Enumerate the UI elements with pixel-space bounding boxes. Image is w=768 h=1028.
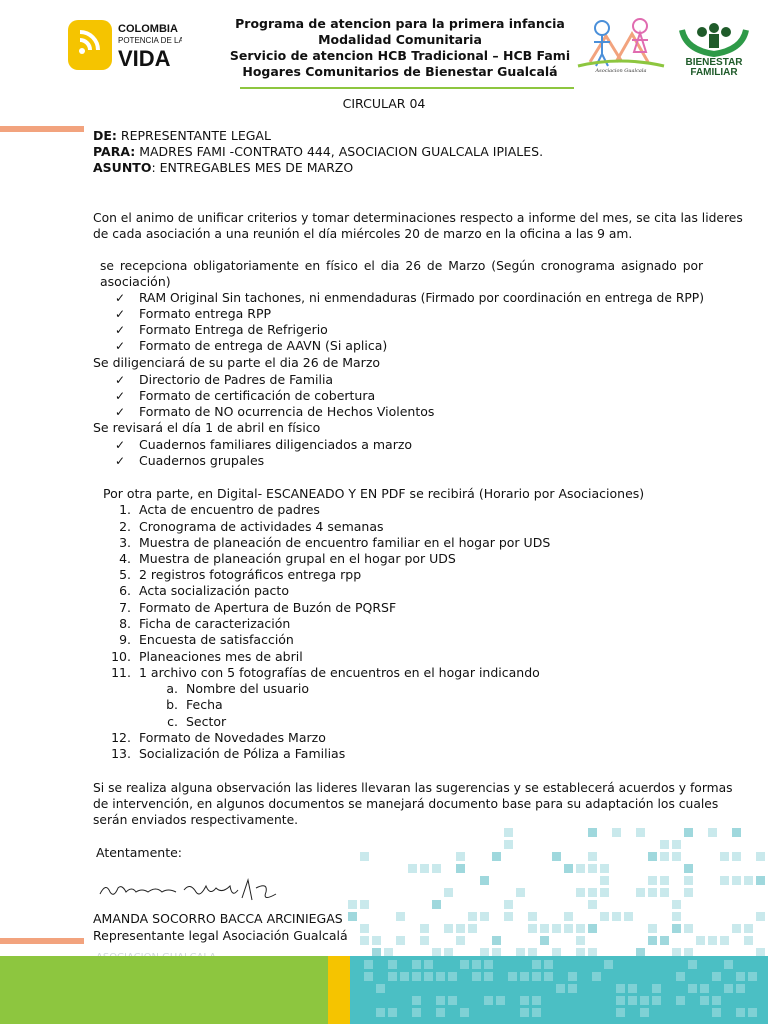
mosaic-tile: [732, 924, 741, 933]
mosaic-tile: [564, 912, 573, 921]
mosaic-tile: [636, 888, 645, 897]
mosaic-tile: [732, 828, 741, 837]
digital-item-number: 9.: [119, 632, 131, 647]
footer-tile: [724, 960, 733, 969]
mosaic-tile: [708, 936, 717, 945]
physical-item: ✓ Formato de entrega de AAVN (Si aplica): [139, 338, 387, 354]
digital-item-number: 5.: [119, 567, 131, 582]
intro-line-1: Con el animo de unificar criterios y tomar determinaciones respecto a informe del mes, se cita las lideres: [93, 211, 743, 225]
footer-tile: [376, 984, 385, 993]
bienestar-familiar-logo: [676, 20, 752, 76]
digital-item-number: 1.: [119, 502, 131, 517]
mosaic-tile: [420, 864, 429, 873]
digital-item-text: Ficha de caracterización: [139, 616, 291, 631]
mosaic-tile: [456, 924, 465, 933]
mosaic-tile: [468, 924, 477, 933]
mosaic-tile: [480, 876, 489, 885]
digital-item-text: 2 registros fotográficos entrega rpp: [139, 567, 362, 582]
footer-tile: [544, 960, 553, 969]
physical-lead-line-2: asociación): [100, 274, 171, 289]
mosaic-tile: [756, 852, 765, 861]
mosaic-tile: [648, 852, 657, 861]
footer-tile: [520, 1008, 529, 1017]
meta-subject: [93, 160, 353, 176]
mosaic-tile: [444, 888, 453, 897]
mosaic-tile: [600, 888, 609, 897]
digital-item-text: Muestra de planeación de encuentro familiar en el hogar por UDS: [139, 535, 551, 550]
digital-item: [111, 665, 540, 681]
mosaic-tile: [672, 840, 681, 849]
mosaic-tile: [600, 876, 609, 885]
mosaic-tile: [660, 936, 669, 945]
mosaic-tile: [360, 924, 369, 933]
mosaic-tile: [420, 936, 429, 945]
footer-tile: [712, 1008, 721, 1017]
mosaic-tile: [732, 852, 741, 861]
footer-tile: [436, 996, 445, 1005]
footer-tile: [412, 972, 421, 981]
digital-item: [119, 551, 456, 567]
mosaic-tile: [684, 876, 693, 885]
footer-tile: [676, 972, 685, 981]
mosaic-tile: [636, 828, 645, 837]
mosaic-tile: [672, 900, 681, 909]
footer-tile: [436, 972, 445, 981]
digital-subitem-text: Fecha: [186, 697, 223, 712]
mosaic-tile: [744, 936, 753, 945]
mosaic-tile: [552, 924, 561, 933]
digital-item-text: Planeaciones mes de abril: [139, 649, 303, 664]
footer-tile: [448, 972, 457, 981]
closing-line-2: de intervención, en algunos documentos se manejará documento base para su adaptación los cuales: [93, 797, 719, 811]
mosaic-tile: [540, 924, 549, 933]
review-lead: Se revisará el día 1 de abril en físico: [93, 420, 321, 435]
header-title-block: [210, 16, 590, 80]
mosaic-tile: [732, 876, 741, 885]
digital-item-text: Socialización de Póliza a Familias: [139, 746, 346, 761]
mosaic-tile: [672, 852, 681, 861]
footer-tile: [616, 984, 625, 993]
digital-item-text: Muestra de planeación grupal en el hogar por UDS: [139, 551, 456, 566]
digital-subitem-letter: a.: [166, 681, 178, 696]
digital-item-text: Cronograma de actividades 4 semanas: [139, 519, 384, 534]
mosaic-tile: [492, 936, 501, 945]
footer-tile: [532, 972, 541, 981]
digital-item: [111, 730, 326, 746]
mosaic-tile: [756, 876, 765, 885]
mosaic-tile: [504, 912, 513, 921]
mosaic-tile: [360, 900, 369, 909]
footer-tile: [436, 1008, 445, 1017]
mosaic-tile: [528, 912, 537, 921]
footer-tile: [652, 984, 661, 993]
mosaic-tile: [684, 864, 693, 873]
digital-item: [111, 746, 346, 762]
mosaic-tile: [444, 924, 453, 933]
mosaic-tile: [396, 936, 405, 945]
footer-tile: [532, 1008, 541, 1017]
signer-name: AMANDA SOCORRO BACCA ARCINIEGAS: [93, 911, 343, 926]
footer-tile: [556, 984, 565, 993]
footer-tile: [592, 972, 601, 981]
digital-item-number: 11.: [111, 665, 131, 680]
digital-item-number: 8.: [119, 616, 131, 631]
footer-tile: [712, 996, 721, 1005]
digital-subitem-letter: b.: [166, 697, 178, 712]
mosaic-tile: [684, 924, 693, 933]
handwritten-signature: [96, 876, 286, 904]
footer-pixel-pattern: [348, 820, 768, 960]
logo-text-vida: VIDA: [118, 46, 171, 71]
meta-subject-label: ASUNTO: [93, 160, 152, 175]
mosaic-tile: [588, 852, 597, 861]
footer-tile: [640, 1008, 649, 1017]
footer-tile: [700, 996, 709, 1005]
digital-subitem-text: Nombre del usuario: [186, 681, 309, 696]
footer-tile: [472, 960, 481, 969]
mosaic-tile: [600, 864, 609, 873]
mosaic-tile: [660, 840, 669, 849]
mosaic-tile: [600, 912, 609, 921]
footer-tile: [388, 960, 397, 969]
mosaic-tile: [588, 828, 597, 837]
mosaic-tile: [504, 900, 513, 909]
footer-tile: [460, 1008, 469, 1017]
footer-tile: [400, 972, 409, 981]
footer-tile: [748, 972, 757, 981]
digital-item-number: 4.: [119, 551, 131, 566]
digital-subitem-text: Sector: [186, 714, 227, 729]
footer-tile: [496, 996, 505, 1005]
digital-item-number: 13.: [111, 746, 131, 761]
mosaic-tile: [564, 924, 573, 933]
footer-tile: [484, 972, 493, 981]
digital-subitem: [166, 697, 223, 713]
mosaic-tile: [480, 912, 489, 921]
footer-tile: [604, 960, 613, 969]
meta-from-label: DE:: [93, 128, 117, 143]
bienestar-logo-line-1: BIENESTAR: [685, 57, 743, 68]
footer-tile: [520, 972, 529, 981]
footer-tile: [676, 996, 685, 1005]
mosaic-tile: [660, 852, 669, 861]
physical-item: ✓ Formato entrega RPP: [139, 306, 271, 322]
footer-tile: [472, 972, 481, 981]
footer-tile: [508, 972, 517, 981]
footer-band: [0, 956, 768, 1024]
header-line-3: Servicio de atencion HCB Tradicional – HCB Fami: [229, 48, 571, 63]
footer-tile: [364, 972, 373, 981]
mosaic-tile: [516, 888, 525, 897]
digital-item-text: Encuesta de satisfacción: [139, 632, 294, 647]
intro-line-2: de cada asociación a una reunión el día miércoles 20 de marzo en la oficina a las 9 am.: [93, 227, 633, 241]
digital-item: [119, 600, 397, 616]
meta-from: [93, 128, 271, 144]
mosaic-tile: [504, 828, 513, 837]
mosaic-tile: [720, 936, 729, 945]
mosaic-tile: [564, 864, 573, 873]
mosaic-tile: [456, 864, 465, 873]
digital-item: [119, 567, 362, 583]
digital-item: [119, 583, 289, 599]
footer-tile: [640, 996, 649, 1005]
digital-item: [119, 632, 294, 648]
closing-line-1: Si se realiza alguna observación las lideres llevaran las sugerencias y se establecerá acuerdos y formas: [93, 781, 733, 795]
mosaic-tile: [360, 852, 369, 861]
mosaic-tile: [432, 900, 441, 909]
footer-tile: [388, 1008, 397, 1017]
fill-item: ✓ Formato de NO ocurrencia de Hechos Violentos: [139, 404, 434, 420]
footer-tile: [748, 1008, 757, 1017]
mosaic-tile: [660, 888, 669, 897]
gualcala-logo-caption: Asociacion Gualcala: [595, 68, 647, 74]
footer-tile: [412, 1008, 421, 1017]
mosaic-tile: [372, 936, 381, 945]
mosaic-tile: [612, 828, 621, 837]
footer-tile: [460, 960, 469, 969]
mosaic-tile: [456, 852, 465, 861]
logo-text-colombia: COLOMBIA: [118, 23, 178, 35]
mosaic-tile: [612, 912, 621, 921]
mosaic-tile: [588, 864, 597, 873]
footer-tile: [376, 1008, 385, 1017]
physical-item: ✓ RAM Original Sin tachones, ni enmendaduras (Firmado por coordinación en entrega de RPP): [139, 290, 704, 306]
mosaic-tile: [708, 828, 717, 837]
footer-tile: [532, 996, 541, 1005]
mosaic-tile: [432, 864, 441, 873]
footer-tile: [724, 984, 733, 993]
footer-tile: [412, 996, 421, 1005]
mosaic-tile: [576, 864, 585, 873]
mosaic-tile: [528, 924, 537, 933]
closing-line-3: serán enviados respectivamente.: [93, 813, 299, 827]
mosaic-tile: [420, 924, 429, 933]
fill-item: ✓ Directorio de Padres de Familia: [139, 372, 333, 388]
footer-tile: [628, 984, 637, 993]
meta-to-label: PARA:: [93, 144, 136, 159]
header-divider: [240, 87, 574, 89]
fill-lead: Se diligenciará de su parte el dia 26 de Marzo: [93, 355, 381, 370]
meta-from-value: REPRESENTANTE LEGAL: [116, 128, 271, 143]
footer-tile: [628, 996, 637, 1005]
meta-subject-value: : ENTREGABLES MES DE MARZO: [151, 160, 354, 175]
footer-tile: [424, 972, 433, 981]
footer-tile: [568, 972, 577, 981]
digital-item: [119, 519, 384, 535]
asociacion-gualcala-logo: [572, 16, 670, 74]
mosaic-tile: [672, 912, 681, 921]
mosaic-tile: [492, 852, 501, 861]
footer-tile: [736, 1008, 745, 1017]
footer-tile: [616, 996, 625, 1005]
mosaic-tile: [360, 936, 369, 945]
review-item: ✓ Cuadernos grupales: [139, 453, 264, 469]
physical-item: ✓ Formato Entrega de Refrigerio: [139, 322, 328, 338]
logo-text-potencia: POTENCIA DE LA: [118, 36, 182, 45]
mosaic-tile: [576, 936, 585, 945]
margin-accent-top: [0, 126, 84, 132]
mosaic-tile: [504, 840, 513, 849]
footer-tile: [700, 984, 709, 993]
digital-subitem: [167, 714, 227, 730]
mosaic-tile: [552, 852, 561, 861]
digital-item-number: 7.: [119, 600, 131, 615]
mosaic-tile: [540, 936, 549, 945]
digital-item-number: 3.: [119, 535, 131, 550]
mosaic-tile: [624, 912, 633, 921]
footer-tile: [448, 996, 457, 1005]
mosaic-tile: [468, 912, 477, 921]
mosaic-tile: [696, 936, 705, 945]
digital-item-text: Acta de encuentro de padres: [139, 502, 320, 517]
footer-tile: [652, 996, 661, 1005]
fill-item: ✓ Formato de certificación de cobertura: [139, 388, 375, 404]
review-item: ✓ Cuadernos familiares diligenciados a marzo: [139, 437, 412, 453]
header-line-1: Programa de atencion para la primera infancia: [235, 16, 565, 31]
mosaic-tile: [744, 924, 753, 933]
footer-tile: [520, 996, 529, 1005]
header-line-2: Modalidad Comunitaria: [318, 32, 482, 47]
footer-tile: [616, 1008, 625, 1017]
mosaic-tile: [672, 924, 681, 933]
mosaic-tile: [684, 888, 693, 897]
footer-tile: [736, 972, 745, 981]
meta-to: [93, 144, 543, 160]
mosaic-tile: [720, 876, 729, 885]
digital-item: [119, 616, 291, 632]
digital-item-number: 12.: [111, 730, 131, 745]
mosaic-tile: [648, 936, 657, 945]
footer-tile: [736, 984, 745, 993]
footer-tile: [364, 960, 373, 969]
mosaic-tile: [744, 876, 753, 885]
digital-item-text: 1 archivo con 5 fotografías de encuentros en el hogar indicando: [139, 665, 540, 680]
header-line-4: Hogares Comunitarios de Bienestar Gualcalá: [242, 64, 558, 79]
footer-tile: [688, 984, 697, 993]
circular-number: CIRCULAR 04: [342, 96, 426, 111]
footer-tile: [484, 960, 493, 969]
mosaic-tile: [348, 912, 357, 921]
footer-tile: [544, 972, 553, 981]
mosaic-tile: [588, 900, 597, 909]
digital-lead: Por otra parte, en Digital- ESCANEADO Y EN PDF se recibirá (Horario por Asociaciones): [103, 486, 645, 501]
mosaic-tile: [684, 828, 693, 837]
bienestar-logo-line-2: FAMILIAR: [690, 67, 738, 76]
footer-tile: [712, 972, 721, 981]
digital-item-text: Formato de Novedades Marzo: [139, 730, 326, 745]
digital-item-number: 6.: [119, 583, 131, 598]
mosaic-tile: [348, 900, 357, 909]
footer-tile: [412, 960, 421, 969]
mosaic-tile: [648, 888, 657, 897]
mosaic-tile: [456, 936, 465, 945]
mosaic-tile: [756, 912, 765, 921]
mosaic-tile: [660, 876, 669, 885]
mosaic-tile: [648, 876, 657, 885]
digital-item-text: Acta socialización pacto: [139, 583, 289, 598]
digital-subitem-letter: c.: [167, 714, 178, 729]
digital-item: [119, 502, 320, 518]
meta-to-value: MADRES FAMI -CONTRATO 444, ASOCIACION GUALCALA IPIALES.: [135, 144, 544, 159]
mosaic-tile: [588, 888, 597, 897]
mosaic-tile: [576, 924, 585, 933]
footer-tile: [568, 984, 577, 993]
digital-item: [111, 649, 303, 665]
colombia-potencia-logo: [66, 18, 182, 72]
footer-tile: [388, 972, 397, 981]
digital-item-number: 2.: [119, 519, 131, 534]
margin-accent-bottom: [0, 938, 84, 944]
mosaic-tile: [588, 924, 597, 933]
digital-item-number: 10.: [111, 649, 131, 664]
signer-role: Representante legal Asociación Gualcalá: [93, 928, 348, 943]
physical-lead-line-1: se recepciona obligatoriamente en físico el dia 26 de Marzo (Según cronograma asignado por: [100, 259, 704, 273]
footer-tile: [688, 960, 697, 969]
mosaic-tile: [396, 912, 405, 921]
mosaic-tile: [648, 924, 657, 933]
footer-tile: [424, 960, 433, 969]
mosaic-tile: [576, 888, 585, 897]
regards: Atentamente:: [96, 845, 182, 860]
digital-item-text: Formato de Apertura de Buzón de PQRSF: [139, 600, 397, 615]
digital-subitem: [166, 681, 309, 697]
footer-tile: [484, 996, 493, 1005]
mosaic-tile: [408, 864, 417, 873]
footer-tile: [532, 960, 541, 969]
mosaic-tile: [720, 852, 729, 861]
digital-item: [119, 535, 551, 551]
